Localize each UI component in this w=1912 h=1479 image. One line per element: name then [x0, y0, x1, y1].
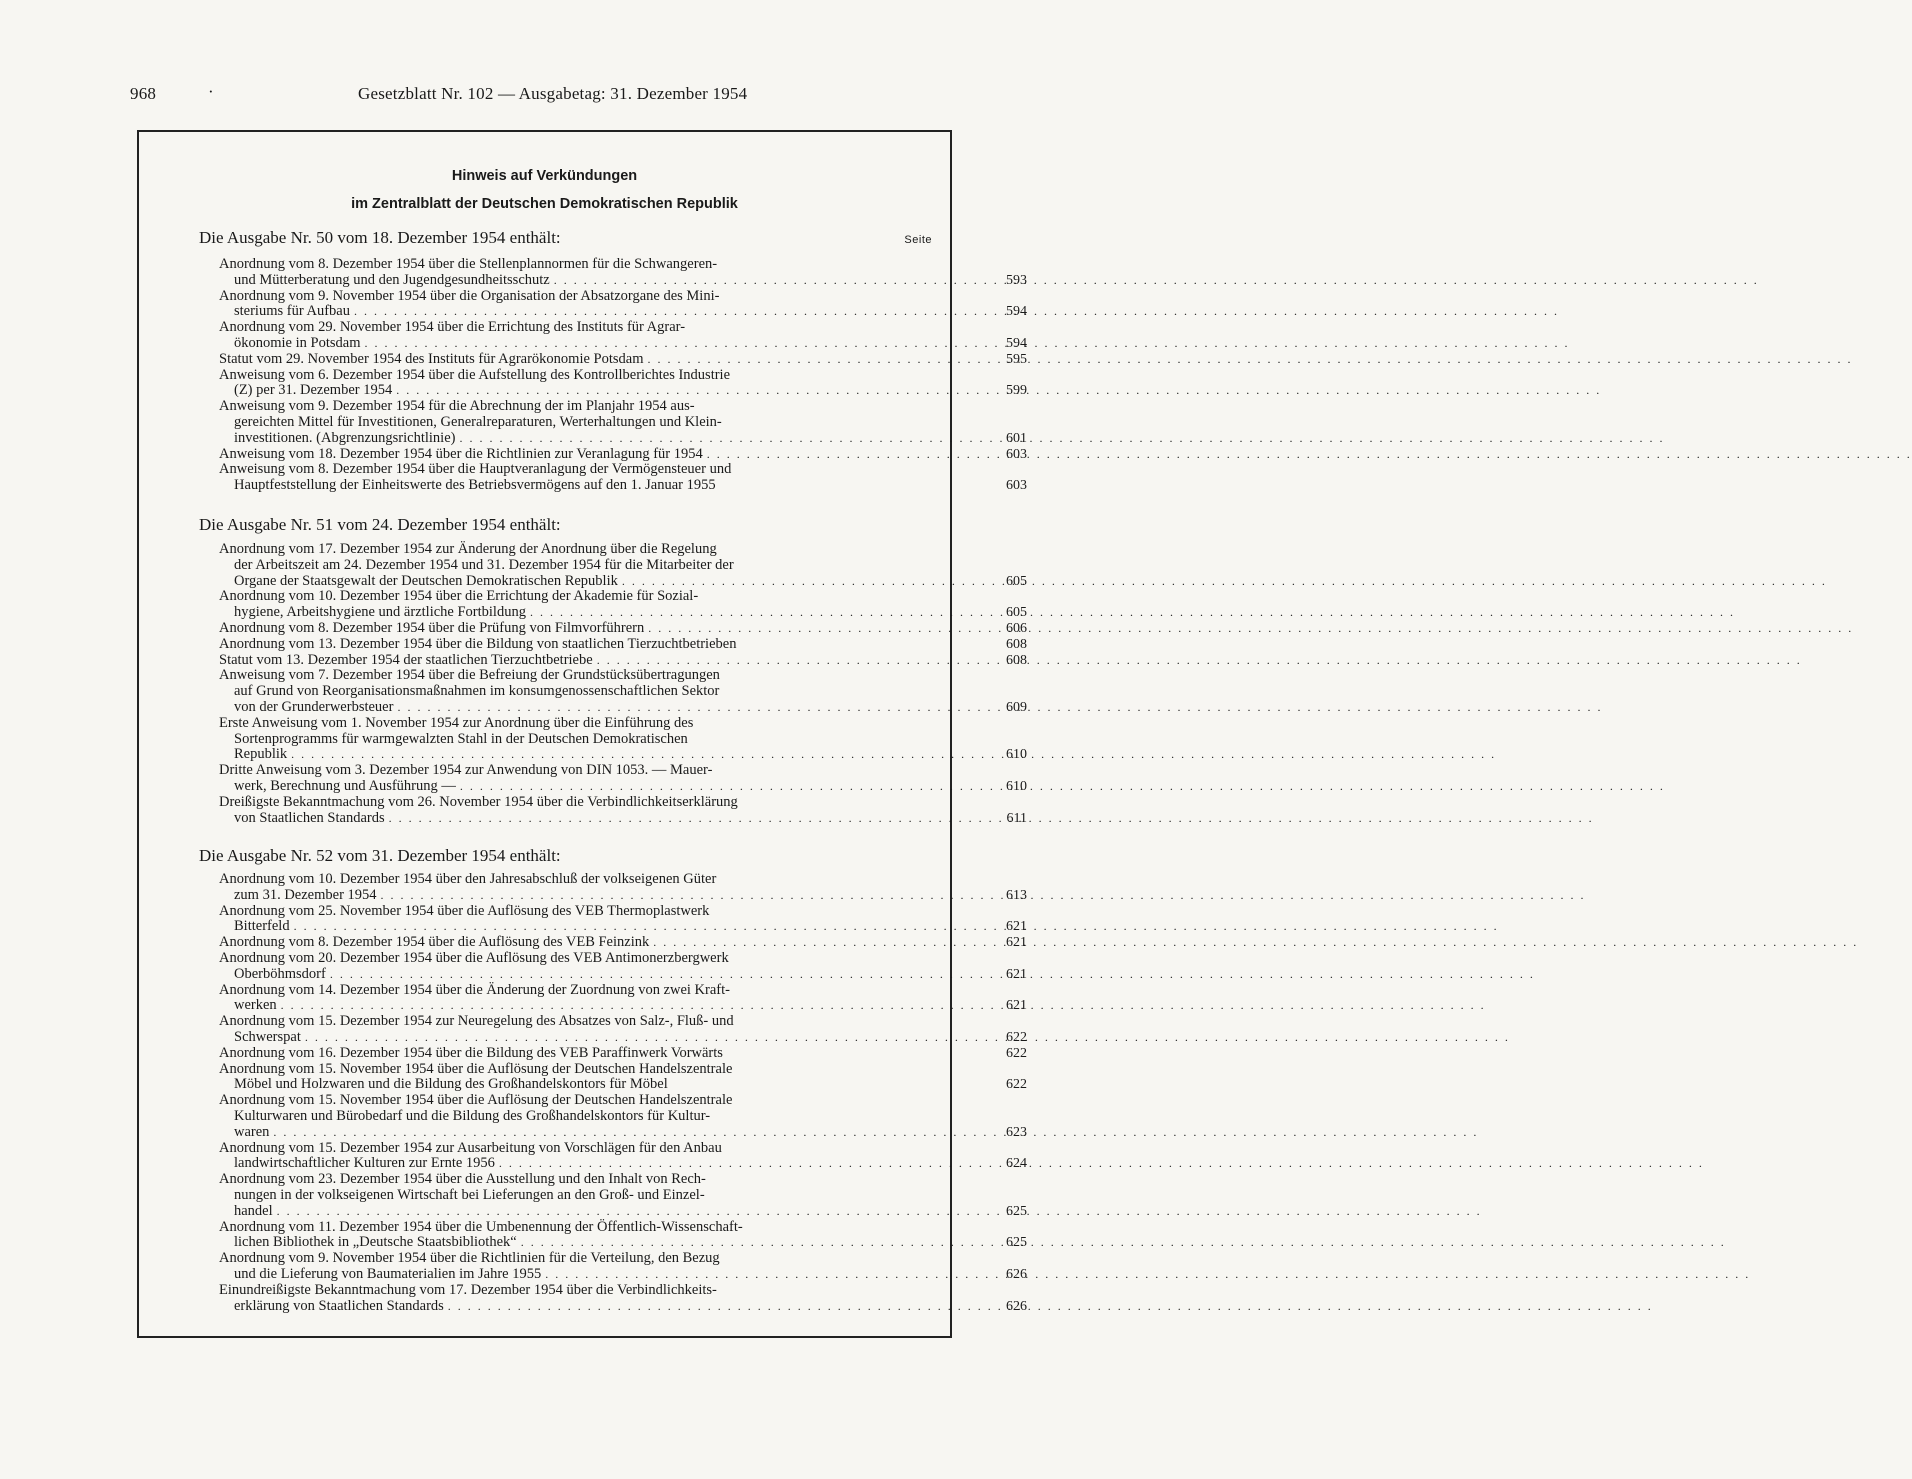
toc-entry: [219, 667, 1027, 715]
entry-text: Anordnung vom 15. November 1954 über die Auflösung der Deutschen Handelszentrale: [219, 1092, 733, 1109]
dot-leader: [459, 431, 1664, 447]
entry-line: [219, 716, 927, 732]
entry-text: werk, Berechnung und Ausführung —: [234, 777, 456, 794]
entry-text: Anordnung vom 13. Dezember 1954 über die Bildung von staatlichen Tierzuchtbetrieben: [219, 635, 737, 652]
entry-line: [219, 320, 927, 336]
entry-line: [219, 352, 927, 368]
toc-entry: [219, 902, 1027, 936]
page-reference: 611: [1006, 810, 1027, 826]
entry-text: Anordnung vom 9. November 1954 über die Organisation der Absatzorgane des Mini-: [219, 287, 720, 304]
toc-entry: [219, 981, 1027, 1015]
entry-line: [219, 368, 927, 384]
seite-label: Seite: [904, 234, 932, 246]
entry-text: ökonomie in Potsdam: [234, 334, 361, 351]
page-reference: 594: [1006, 304, 1027, 320]
toc-entry: [219, 1013, 1027, 1046]
entry-text: handel: [234, 1202, 273, 1219]
page-reference: 608: [1006, 636, 1027, 652]
issue-entries: [219, 256, 1027, 494]
toc-entry: [219, 949, 1027, 983]
entry-line: [219, 589, 927, 605]
dot-leader: [707, 447, 1912, 463]
entry-text: Anordnung vom 16. Dezember 1954 über die Bildung des VEB Paraffinwerk Vorwärts: [219, 1044, 723, 1061]
entry-text: Anweisung vom 8. Dezember 1954 über die Hauptveranlagung der Vermögensteuer und: [219, 461, 732, 478]
entry-text: Kulturwaren und Bürobedarf und die Bildung des Großhandelskontors für Kultur-: [234, 1107, 711, 1124]
entry-text: Bitterfeld: [234, 918, 290, 935]
toc-entry: [219, 461, 1027, 494]
page-reference: 622: [1006, 1045, 1027, 1061]
entry-text: steriums für Aufbau: [234, 303, 350, 320]
entry-line: [219, 998, 927, 1014]
entry-line: [219, 1030, 927, 1046]
entry-line: [219, 415, 927, 431]
page-reference: 610: [1006, 747, 1027, 763]
toc-entry: [219, 1281, 1027, 1315]
entry-text: Anordnung vom 14. Dezember 1954 über die Änderung der Zuordnung von zwei Kraft-: [219, 981, 730, 998]
entry-line: [219, 637, 927, 653]
dot-leader: [460, 779, 1665, 795]
entry-line: [219, 951, 927, 967]
page-reference: 624: [1006, 1156, 1027, 1172]
toc-entry: [219, 762, 1027, 795]
dot-leader: [530, 605, 1735, 621]
entry-line: [219, 289, 927, 305]
entry-text: Anordnung vom 15. Dezember 1954 zur Ausarbeitung von Vorschlägen für den Anbau: [219, 1139, 722, 1156]
toc-entry: [219, 714, 1027, 763]
entry-text: Anordnung vom 23. Dezember 1954 über die Ausstellung und den Inhalt von Rech-: [219, 1171, 706, 1188]
page-reference: 621: [1006, 919, 1027, 935]
entry-text: landwirtschaftlicher Kulturen zur Ernte 1956: [234, 1155, 495, 1172]
toc-entry: [219, 398, 1027, 446]
entry-text: Schwerspat: [234, 1028, 301, 1045]
entry-line: [219, 653, 927, 669]
entry-line: [219, 257, 927, 273]
dot-leader: [277, 1204, 1482, 1220]
entry-line: [219, 684, 927, 700]
entry-text: hygiene, Arbeitshygiene und ärztliche Fortbildung: [234, 604, 526, 621]
entry-line: [219, 872, 927, 888]
page-reference: 601: [1006, 430, 1027, 446]
page-reference: 593: [1006, 272, 1027, 288]
page-reference: 610: [1006, 778, 1027, 794]
box-heading: Hinweis auf Verkündungen: [451, 168, 638, 184]
entry-line: [219, 336, 927, 352]
page-reference: 625: [1006, 1235, 1027, 1251]
entry-text: auf Grund von Reorganisationsmaßnahmen im konsumgenossenschaftlichen Sektor: [234, 683, 720, 700]
entry-text: Anordnung vom 29. November 1954 über die Errichtung des Instituts für Agrar-: [219, 319, 686, 336]
toc-entry: [219, 366, 1027, 400]
entry-text: investitionen. (Abgrenzungsrichtlinie): [234, 429, 456, 446]
toc-entry: [219, 1218, 1027, 1252]
entry-text: Anordnung vom 11. Dezember 1954 über die Umbenennung der Öffentlich-Wissenschaft-: [219, 1218, 743, 1235]
entry-text: Anweisung vom 6. Dezember 1954 über die Aufstellung des Kontrollberichtes Industrie: [219, 366, 731, 383]
page-reference: 608: [1006, 652, 1027, 668]
page-reference: 622: [1006, 1077, 1027, 1093]
page-reference: 599: [1006, 383, 1027, 399]
entry-text: erklärung von Staatlichen Standards: [234, 1297, 444, 1314]
box-subheading: im Zentralblatt der Deutschen Demokratischen Republik: [351, 196, 738, 212]
entry-line: [219, 1014, 927, 1030]
page-reference: 613: [1006, 887, 1027, 903]
dot-leader: [554, 273, 1759, 289]
entry-text: Anordnung vom 17. Dezember 1954 zur Änderung der Anordnung über die Regelung: [219, 541, 717, 557]
entry-text: nungen in der volkseigenen Wirtschaft bei Lieferungen an den Groß- und Einzel-: [234, 1186, 705, 1203]
entry-line: [219, 273, 927, 289]
toc-entry: [219, 1171, 1027, 1219]
page-reference: 621: [1006, 966, 1027, 982]
dot-leader: [330, 967, 1535, 983]
entry-text: Anordnung vom 25. November 1954 über die Auflösung des VEB Thermoplastwerk: [219, 902, 710, 919]
page-reference: 621: [1006, 998, 1027, 1014]
entry-text: gereichten Mittel für Investitionen, Generalreparaturen, Werterhaltungen und Klein-: [234, 413, 722, 430]
issue-entries: [219, 871, 1027, 1314]
entry-line: [219, 700, 927, 716]
entry-text: Sortenprogramms für warmgewalzten Stahl in der Deutschen Demokratischen: [234, 730, 688, 747]
toc-entry: [219, 319, 1027, 352]
entry-line: [219, 1046, 927, 1062]
entry-line: [219, 1062, 927, 1078]
entry-line: [219, 779, 927, 795]
issue-title: Die Ausgabe Nr. 52 vom 31. Dezember 1954 enthält:: [199, 846, 561, 865]
entry-line: [219, 447, 927, 463]
entry-line: [219, 1204, 927, 1220]
entry-line: [219, 904, 927, 920]
page-reference: 594: [1006, 335, 1027, 351]
toc-entry: [219, 350, 1027, 368]
entry-line: [219, 621, 927, 637]
entry-line: [219, 967, 927, 983]
toc-entry: [219, 1250, 1027, 1283]
page-number: 968: [130, 84, 157, 103]
entry-text: Statut vom 13. Dezember 1954 der staatlichen Tierzuchtbetriebe: [219, 651, 593, 668]
dot-leader: [545, 1267, 1750, 1283]
dot-leader: [294, 919, 1499, 935]
entry-line: [219, 732, 927, 748]
page-reference: 621: [1006, 935, 1027, 951]
entry-text: Organe der Staatsgewalt der Deutschen Demokratischen Republik: [234, 572, 618, 589]
issue-title: Die Ausgabe Nr. 50 vom 18. Dezember 1954 enthält:: [199, 228, 561, 247]
entry-line: [219, 795, 927, 811]
entry-text: Anordnung vom 10. Dezember 1954 über den Jahresabschluß der volkseigenen Güter: [219, 871, 717, 887]
entry-text: Anordnung vom 8. Dezember 1954 über die Auflösung des VEB Feinzink: [219, 934, 650, 951]
toc-entry: [219, 445, 1027, 463]
running-head: [130, 84, 810, 108]
entry-line: [219, 1141, 927, 1157]
entry-line: [219, 383, 927, 399]
entry-line: [219, 431, 927, 447]
entry-text: Anordnung vom 20. Dezember 1954 über die Auflösung des VEB Antimonerzbergwerk: [219, 949, 729, 966]
entry-text: Anordnung vom 10. Dezember 1954 über die Errichtung der Akademie für Sozial-: [219, 588, 699, 605]
page-reference: 625: [1006, 1203, 1027, 1219]
entry-line: [219, 1283, 927, 1299]
entry-text: Erste Anweisung vom 1. November 1954 zur Anordnung über die Einführung des: [219, 714, 694, 731]
entry-text: Hauptfeststellung der Einheitswerte des Betriebsvermögens auf den 1. Januar 1955: [234, 477, 716, 494]
toc-entry: [219, 1092, 1027, 1140]
page-reference: 595: [1006, 351, 1027, 367]
header-dot: ·: [208, 82, 214, 101]
page-reference: 603: [1006, 446, 1027, 462]
toc-entry: [219, 651, 1027, 669]
entry-line: [219, 558, 927, 574]
toc-entry: [219, 541, 1027, 589]
toc-entry: [219, 871, 1027, 904]
toc-entry: [219, 1139, 1027, 1173]
entry-text: Anweisung vom 7. Dezember 1954 über die Befreiung der Grundstücksübertragungen: [219, 667, 720, 684]
announcement-box: [137, 130, 1027, 1338]
toc-entry: [219, 588, 1027, 621]
entry-text: Anweisung vom 9. Dezember 1954 für die Abrechnung der im Planjahr 1954 aus-: [219, 398, 695, 415]
toc-entry: [219, 934, 1027, 951]
issue-title: Die Ausgabe Nr. 51 vom 24. Dezember 1954 enthält:: [199, 515, 561, 534]
entry-line: [219, 605, 927, 621]
entry-line: [219, 1267, 927, 1283]
entry-line: [219, 304, 927, 320]
entry-line: [219, 1172, 927, 1188]
entry-line: [219, 1077, 927, 1093]
entry-line: [219, 1093, 927, 1109]
dot-leader: [648, 621, 1853, 637]
entry-text: Einundreißigste Bekanntmachung vom 17. Dezember 1954 über die Verbindlichkeits-: [219, 1281, 717, 1298]
entry-line: [219, 1220, 927, 1236]
page-reference: 606: [1006, 620, 1027, 636]
issue-entries: [219, 541, 1027, 826]
entry-text: Anweisung vom 18. Dezember 1954 über die Richtlinien zur Veranlagung für 1954: [219, 445, 703, 462]
entry-line: [219, 1109, 927, 1125]
entry-text: Anordnung vom 15. November 1954 über die Auflösung der Deutschen Handelszentrale: [219, 1060, 733, 1077]
entry-line: [219, 1251, 927, 1267]
entry-line: [219, 1235, 927, 1251]
entry-text: waren: [234, 1123, 270, 1140]
entry-line: [219, 668, 927, 684]
toc-entry: [219, 1044, 1027, 1062]
entry-line: [219, 574, 927, 590]
entry-line: [219, 462, 927, 478]
page-reference: 626: [1006, 1266, 1027, 1282]
page-reference: 603: [1006, 478, 1027, 494]
dot-leader: [622, 574, 1827, 590]
toc-entry: [219, 793, 1027, 827]
entry-text: lichen Bibliothek in „Deutsche Staatsbibliothek“: [234, 1234, 517, 1251]
entry-text: Dreißigste Bekanntmachung vom 26. November 1954 über die Verbindlichkeitserklärung: [219, 793, 738, 810]
entry-text: Oberböhmsdorf: [234, 965, 326, 982]
entry-line: [219, 1156, 927, 1172]
dot-leader: [597, 653, 1802, 669]
toc-entry: [219, 635, 1027, 653]
entry-line: [219, 478, 927, 494]
entry-text: von Staatlichen Standards: [234, 809, 385, 826]
entry-text: Republik: [234, 746, 288, 763]
dot-leader: [648, 352, 1853, 368]
toc-entry: [219, 256, 1027, 289]
dot-leader: [499, 1156, 1704, 1172]
dot-leader: [521, 1235, 1726, 1251]
entry-line: [219, 811, 927, 827]
entry-line: [219, 542, 927, 558]
page-reference: 622: [1006, 1029, 1027, 1045]
gazette-title: Gesetzblatt Nr. 102 — Ausgabetag: 31. Dezember 1954: [358, 84, 748, 103]
entry-text: Dritte Anweisung vom 3. Dezember 1954 zur Anwendung von DIN 1053. — Mauer-: [219, 762, 713, 779]
dot-leader: [448, 1299, 1653, 1315]
entry-text: von der Grunderwerbsteuer: [234, 698, 394, 715]
entry-text: Anordnung vom 9. November 1954 über die Richtlinien für die Verteilung, den Bezug: [219, 1250, 720, 1267]
page-reference: 623: [1006, 1124, 1027, 1140]
entry-line: [219, 763, 927, 779]
entry-text: Anordnung vom 8. Dezember 1954 über die Stellenplannormen für die Schwangeren-: [219, 256, 718, 272]
entry-text: und Mütterberatung und den Jugendgesundheitsschutz: [234, 271, 550, 288]
dot-leader: [305, 1030, 1510, 1046]
page-reference: 626: [1006, 1298, 1027, 1314]
page-reference: 605: [1006, 573, 1027, 589]
entry-text: Anordnung vom 15. Dezember 1954 zur Neuregelung des Absatzes von Salz-, Fluß- und: [219, 1013, 734, 1030]
toc-entry: [219, 619, 1027, 637]
entry-line: [219, 983, 927, 999]
entry-line: [219, 1299, 927, 1315]
entry-text: und die Lieferung von Baumaterialien im Jahre 1955: [234, 1265, 542, 1282]
entry-text: werken: [234, 997, 277, 1014]
page-reference: 609: [1006, 699, 1027, 715]
entry-line: [219, 399, 927, 415]
dot-leader: [281, 998, 1486, 1014]
entry-line: [219, 1188, 927, 1204]
entry-text: Statut vom 29. November 1954 des Instituts für Agrarökonomie Potsdam: [219, 350, 644, 367]
dot-leader: [273, 1125, 1478, 1141]
entry-line: [219, 747, 927, 763]
dot-leader: [291, 747, 1496, 763]
entry-text: zum 31. Dezember 1954: [234, 886, 377, 903]
page-reference: 605: [1006, 605, 1027, 621]
entry-text: der Arbeitszeit am 24. Dezember 1954 und 31. Dezember 1954 für die Mitarbeiter der: [234, 556, 734, 573]
entry-text: Anordnung vom 8. Dezember 1954 über die Prüfung von Filmvorführern: [219, 619, 645, 636]
entry-line: [219, 935, 927, 951]
entry-text: (Z) per 31. Dezember 1954: [234, 382, 393, 399]
entry-text: Möbel und Holzwaren und die Bildung des Großhandelskontors für Möbel: [234, 1076, 668, 1093]
dot-leader: [354, 304, 1559, 320]
entry-line: [219, 1125, 927, 1141]
entry-line: [219, 919, 927, 935]
dot-leader: [653, 935, 1858, 951]
toc-entry: [219, 287, 1027, 321]
toc-entry: [219, 1060, 1027, 1094]
entry-line: [219, 888, 927, 904]
